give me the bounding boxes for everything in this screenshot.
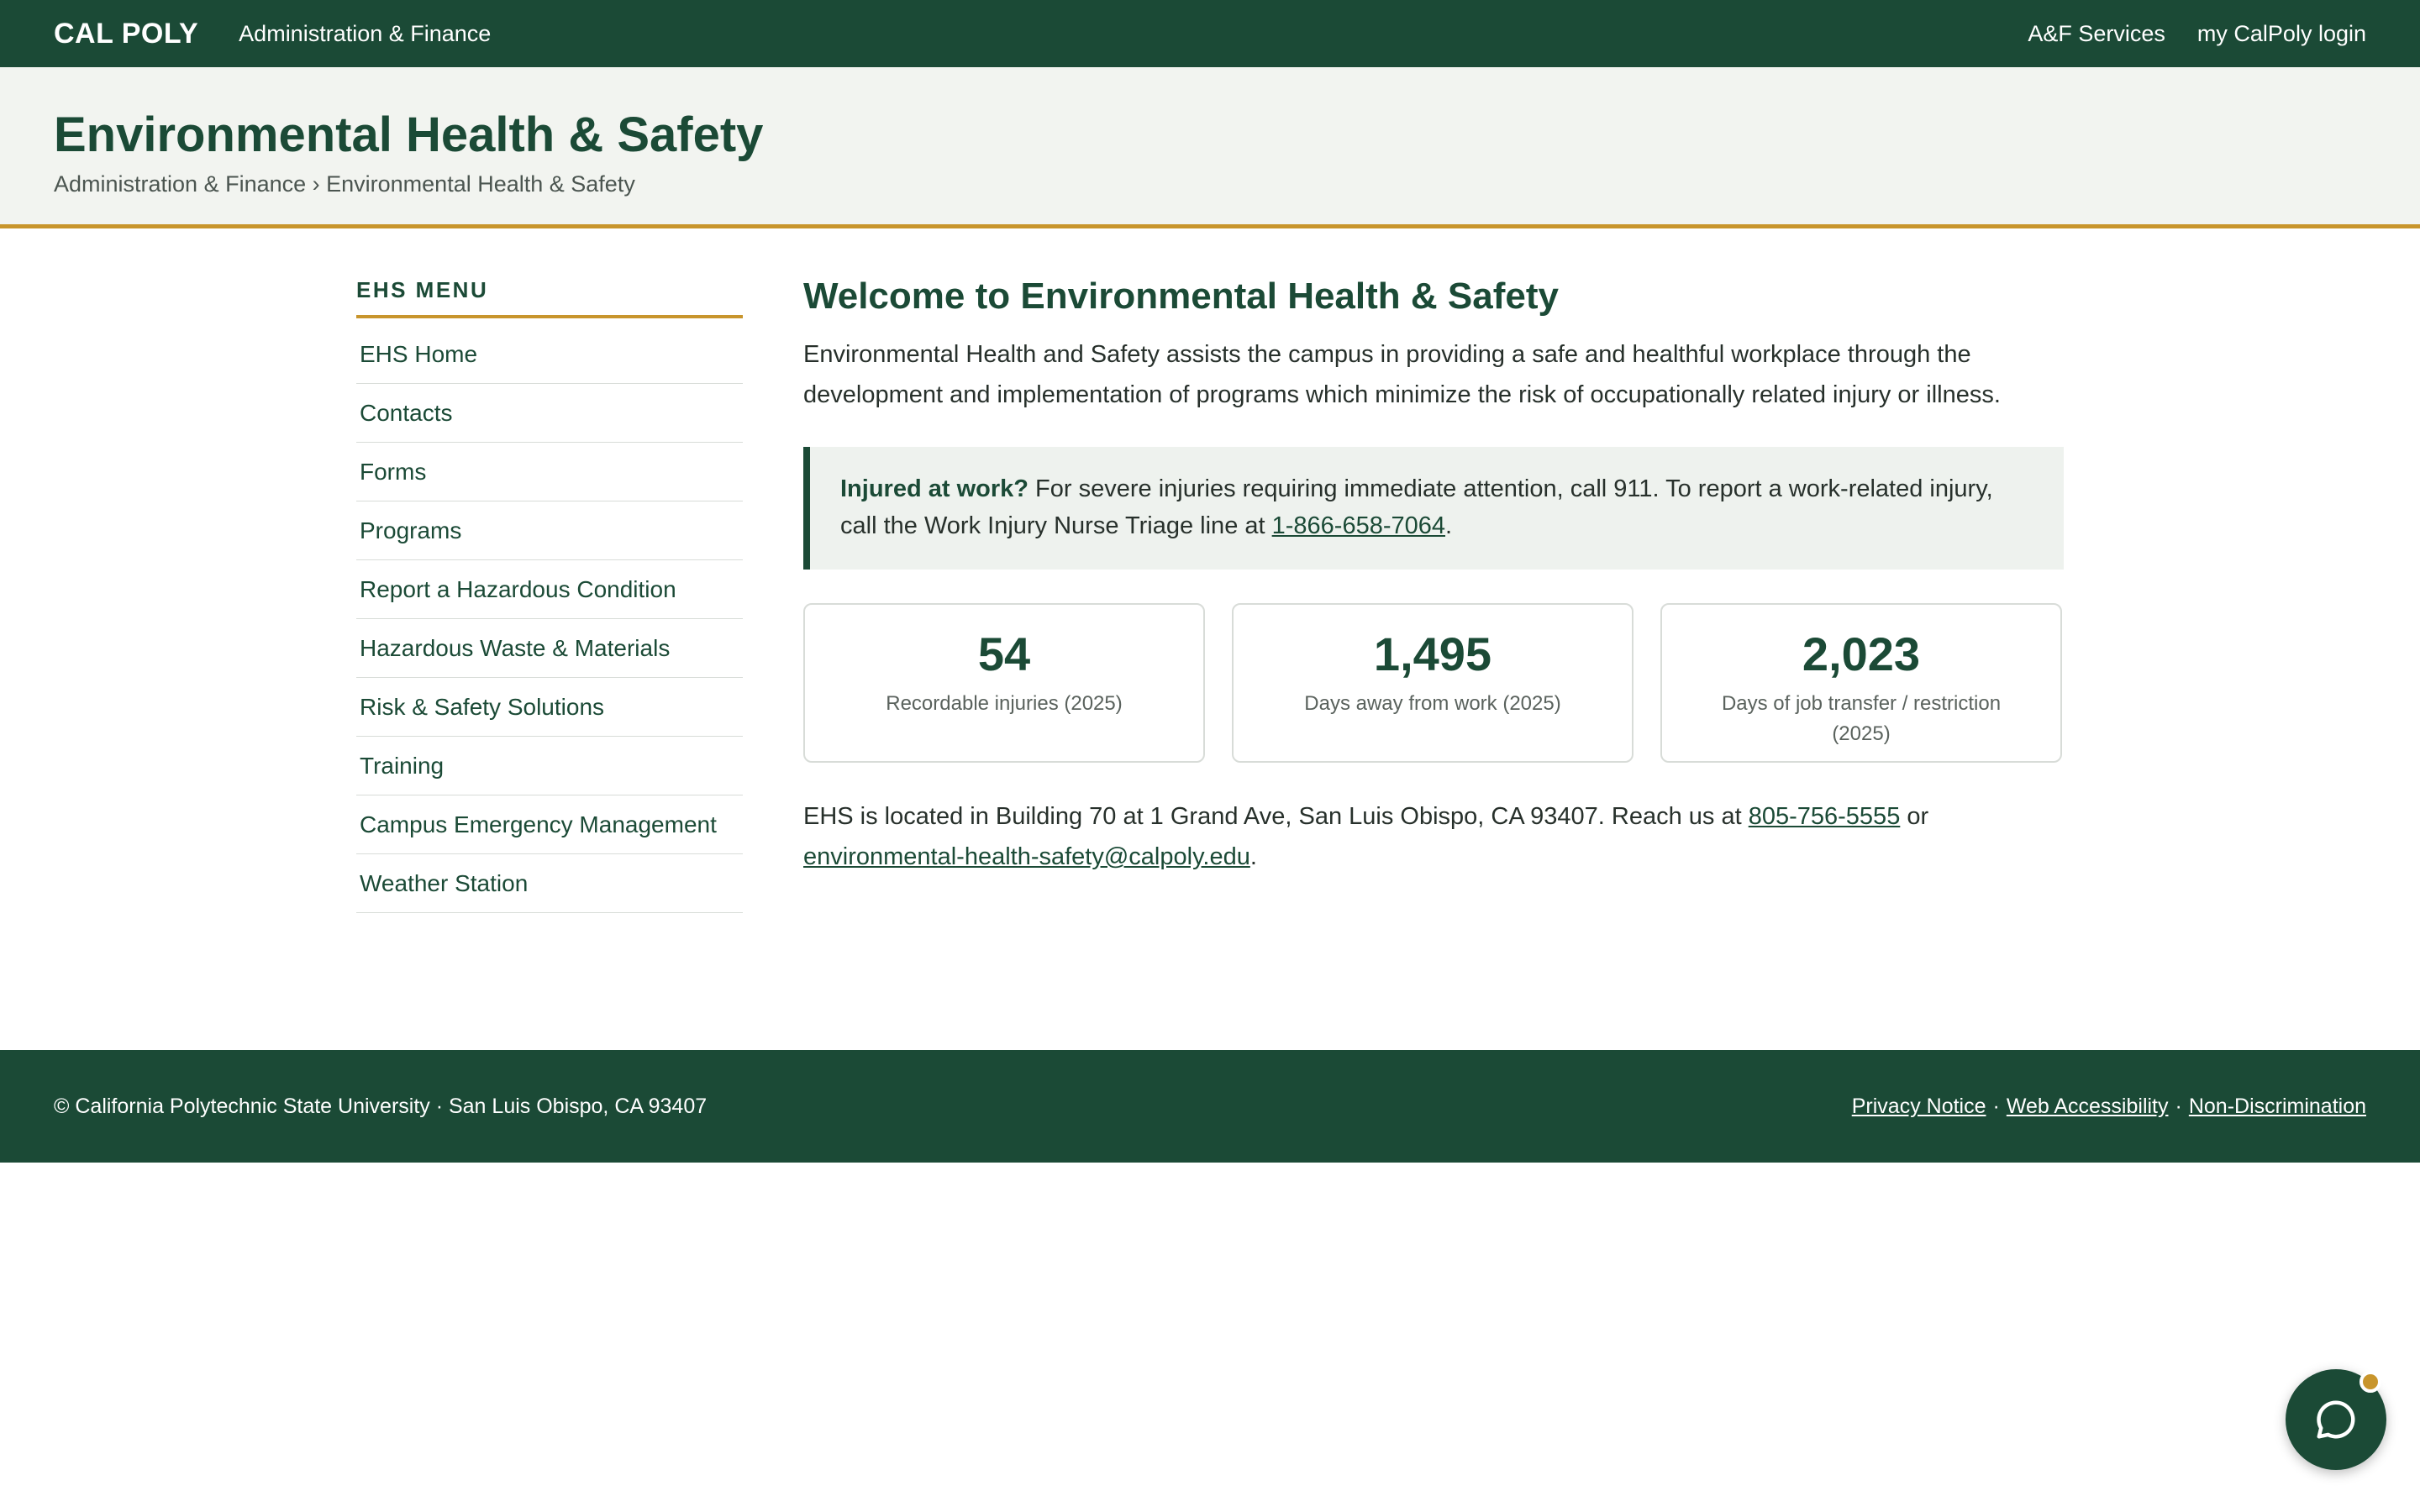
ehs-phone-link[interactable]: 805-756-5555	[1748, 803, 1901, 830]
sidebar-item-forms[interactable]: Forms	[356, 443, 743, 501]
sidebar-item-training[interactable]: Training	[356, 737, 743, 795]
stat-value: 54	[977, 627, 1031, 680]
sidebar-item-campus-emergency-management[interactable]: Campus Emergency Management	[356, 795, 743, 854]
footer-links	[1852, 1095, 2366, 1119]
nurse-triage-phone-link[interactable]: 1-866-658-7064	[1271, 512, 1446, 539]
sidebar-item-risk-safety-solutions[interactable]: Risk & Safety Solutions	[356, 678, 743, 737]
ehs-sidebar-menu	[356, 277, 743, 913]
administration-finance-link[interactable]: Administration & Finance	[239, 20, 492, 46]
cal-poly-logo[interactable]: CAL POLY	[54, 17, 199, 50]
location-paragraph	[803, 796, 2064, 877]
alert-heading: Injured at work?	[840, 475, 1028, 502]
ehs-email-link[interactable]: environmental-health-safety@calpoly.edu	[803, 843, 1250, 870]
main-content	[803, 276, 2064, 877]
sidebar-item-weather-station[interactable]: Weather Station	[356, 854, 743, 913]
stat-value: 2,023	[1802, 627, 1921, 680]
location-or: or	[1900, 803, 1929, 830]
top-navigation-bar	[0, 0, 2420, 67]
non-discrimination-link[interactable]: Non-Discrimination	[2188, 1094, 2366, 1118]
footer-separator: ·	[2175, 1094, 2182, 1118]
sidebar-item-report-hazardous-condition[interactable]: Report a Hazardous Condition	[356, 560, 743, 619]
main-area	[0, 228, 2420, 1052]
footer-separator: ·	[1992, 1094, 2000, 1118]
sidebar-item-programs[interactable]: Programs	[356, 501, 743, 560]
chat-notification-dot	[2360, 1371, 2381, 1393]
alert-end: .	[1445, 512, 1453, 539]
chat-button[interactable]	[2286, 1369, 2386, 1470]
sidebar-list	[356, 325, 743, 913]
stat-card-recordable-injuries	[803, 603, 1205, 763]
page-header	[0, 67, 2420, 228]
site-footer	[0, 1050, 2420, 1163]
stat-card-job-transfer	[1660, 603, 2062, 763]
sidebar-item-ehs-home[interactable]: EHS Home	[356, 325, 743, 384]
stat-value: 1,495	[1373, 627, 1492, 680]
my-calpoly-login-link[interactable]: my CalPoly login	[2196, 20, 2366, 46]
stat-label: Days away from work (2025)	[1304, 691, 1561, 715]
stat-label: Recordable injuries (2025)	[886, 691, 1123, 715]
top-right-links	[2028, 21, 2366, 47]
web-accessibility-link[interactable]: Web Accessibility	[2006, 1094, 2169, 1118]
intro-paragraph: Environmental Health and Safety assists the campus in providing a safe and healthful workplace through the development and implementation of programs which minimize the risk of occupationally related injury or illness.	[803, 341, 2001, 408]
stats-row	[803, 603, 2064, 763]
stat-card-days-away	[1232, 603, 1634, 763]
af-services-link[interactable]: A&F Services	[2028, 20, 2165, 46]
alert-text: For severe injuries requiring immediate attention, call 911. To report a work-related injury, call the Work Injury Nurse Triage line at	[840, 475, 1993, 539]
privacy-notice-link[interactable]: Privacy Notice	[1851, 1094, 1986, 1118]
stat-label: Days of job transfer / restriction (2025)	[1721, 691, 2002, 745]
location-text: EHS is located in Building 70 at 1 Grand Ave, San Luis Obispo, CA 93407. Reach us at	[803, 803, 1749, 830]
sidebar-item-contacts[interactable]: Contacts	[356, 384, 743, 443]
chat-bubble-icon	[2313, 1397, 2359, 1442]
breadcrumb: Administration & Finance › Environmental Health & Safety	[54, 171, 635, 197]
sidebar-heading: EHS MENU	[356, 277, 743, 318]
injury-alert-box	[803, 447, 2064, 570]
page-title: Environmental Health & Safety	[54, 108, 764, 162]
location-end: .	[1249, 843, 1257, 870]
sidebar-item-hazardous-waste-materials[interactable]: Hazardous Waste & Materials	[356, 619, 743, 678]
footer-copyright: © California Polytechnic State University · San Luis Obispo, CA 93407	[54, 1094, 708, 1118]
welcome-heading: Welcome to Environmental Health & Safety	[803, 276, 1559, 317]
